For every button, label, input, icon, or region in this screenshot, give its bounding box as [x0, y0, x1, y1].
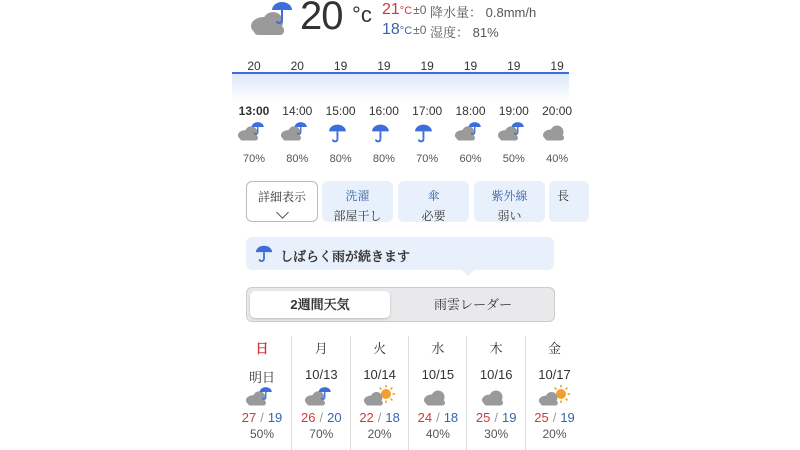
laundry-value: 部屋干し	[333, 209, 382, 223]
precipitation-value: 0.8mm/h	[485, 5, 537, 20]
hour-rain-chance: 70%	[416, 153, 439, 165]
day-of-week: 木	[489, 341, 503, 356]
day-column[interactable]	[233, 336, 291, 450]
day-of-week: 月	[314, 341, 328, 356]
day-of-week: 水	[431, 341, 445, 356]
high-unit: °C	[399, 5, 413, 17]
more-value: 長	[557, 189, 570, 203]
day-date: 10/15	[421, 367, 455, 382]
current-temperature: 20	[300, 0, 343, 38]
day-low: 19	[267, 410, 283, 425]
banner-text: しばらく雨が続きます	[280, 249, 411, 264]
umbrella-value: 必要	[421, 209, 446, 223]
cloud-icon	[535, 121, 579, 145]
day-rain-chance: 50%	[249, 427, 275, 441]
hour-time: 18:00	[455, 104, 486, 118]
uv-title: 紫外線	[491, 189, 528, 203]
low-temperature	[382, 21, 426, 39]
temp-separator: /	[436, 410, 440, 425]
cloud-icon	[467, 386, 525, 408]
day-low: 20	[327, 410, 342, 425]
hour-time: 14:00	[282, 104, 313, 118]
weather-app	[232, 0, 575, 450]
day-date: 明日	[248, 370, 275, 385]
hour-rain-chance: 80%	[286, 153, 309, 165]
day-rain-chance: 20%	[367, 427, 392, 441]
day-low: 19	[560, 410, 575, 425]
temp-separator: /	[552, 410, 557, 425]
day-temperature	[233, 410, 291, 425]
day-date: 10/16	[479, 367, 513, 382]
hour-temperature: 20	[290, 59, 304, 73]
hour-time: 19:00	[498, 104, 529, 118]
cloud-icon	[409, 386, 467, 408]
cloud-umbrella-icon	[275, 121, 319, 145]
day-temperature	[409, 410, 467, 425]
precipitation-label: 降水量：	[430, 5, 483, 20]
temp-separator: /	[377, 410, 382, 425]
day-of-week: 金	[547, 341, 561, 356]
umbrella-icon	[362, 121, 406, 145]
current-temperature-unit: °c	[352, 2, 372, 27]
hour-rain-chance: 80%	[372, 153, 395, 165]
day-date: 10/14	[363, 367, 396, 382]
uv-chip[interactable]	[474, 181, 545, 222]
high-diff: ±0	[413, 3, 427, 17]
humidity-label: 湿度：	[430, 25, 470, 40]
detail-label: 詳細表示	[257, 190, 306, 204]
day-rain-chance: 40%	[425, 427, 450, 441]
day-rain-chance: 70%	[309, 427, 334, 441]
hour-rain-chance: 80%	[329, 153, 352, 165]
day-column[interactable]	[291, 336, 350, 450]
umbrella-icon	[255, 244, 273, 267]
humidity-value: 81%	[472, 25, 499, 40]
forecast-tabs	[246, 287, 555, 322]
day-temperature	[526, 410, 584, 425]
hour-rain-chance: 60%	[459, 153, 482, 165]
cloud-umbrella-icon	[233, 386, 291, 408]
precipitation	[430, 2, 536, 21]
laundry-title: 洗濯	[345, 189, 370, 203]
day-high: 24	[417, 410, 433, 425]
hour-time: 16:00	[368, 104, 399, 118]
cloud-umbrella-icon	[292, 386, 350, 408]
day-date: 10/17	[538, 367, 571, 382]
cloud-sun-icon	[351, 386, 409, 408]
day-column[interactable]	[408, 336, 467, 450]
tab-two-week[interactable]: 2週間天気	[250, 291, 390, 318]
humidity	[430, 22, 499, 41]
cloud-umbrella-icon	[232, 121, 276, 145]
hour-time: 15:00	[325, 104, 356, 118]
high-temperature	[382, 1, 426, 19]
hour-temperature: 19	[463, 59, 478, 73]
umbrella-chip[interactable]	[398, 181, 469, 222]
hour-rain-chance: 50%	[502, 153, 525, 165]
day-rain-chance: 30%	[484, 427, 509, 441]
uv-value: 弱い	[497, 209, 522, 223]
tab-rain-radar[interactable]: 雨雲レーダー	[433, 297, 512, 312]
temp-separator: /	[494, 410, 498, 425]
more-chip[interactable]	[549, 181, 589, 222]
day-low: 19	[502, 410, 517, 425]
hour-rain-chance: 40%	[546, 153, 569, 165]
day-column[interactable]	[525, 336, 584, 450]
cloud-rain-icon	[248, 2, 294, 38]
rain-notice-banner	[246, 237, 554, 270]
low-unit: °C	[399, 25, 413, 37]
day-temperature	[351, 410, 409, 425]
temp-separator: /	[319, 410, 324, 425]
hour-temperature: 20	[247, 59, 261, 73]
banner-pointer	[462, 270, 474, 276]
temperature-graph	[232, 72, 569, 102]
temp-separator: /	[260, 410, 264, 425]
hour-temperature: 19	[420, 59, 434, 73]
day-temperature	[292, 410, 350, 425]
low-diff: ±0	[413, 23, 427, 37]
umbrella-icon	[405, 121, 449, 145]
day-temperature	[467, 410, 525, 425]
day-column[interactable]	[350, 336, 409, 450]
cloud-umbrella-icon	[492, 121, 536, 145]
day-high: 25	[475, 410, 491, 425]
day-high: 25	[534, 410, 549, 425]
hour-rain-chance: 70%	[242, 153, 266, 165]
day-low: 18	[443, 410, 459, 425]
unit-letter: c	[360, 2, 372, 27]
hour-temperature: 19	[550, 59, 564, 73]
hour-time: 13:00	[238, 104, 270, 118]
hour-temperature: 19	[377, 59, 391, 73]
day-high: 27	[241, 410, 257, 425]
day-date: 10/13	[305, 367, 338, 382]
laundry-chip[interactable]	[322, 181, 393, 222]
hour-temperature: 19	[507, 59, 521, 73]
cloud-umbrella-icon	[449, 121, 493, 145]
hour-time: 20:00	[542, 104, 573, 118]
high-value: 21	[382, 1, 400, 18]
day-of-week: 日	[255, 341, 269, 356]
umbrella-icon	[319, 121, 363, 145]
hour-temperature: 19	[333, 59, 348, 73]
detail-button[interactable]	[246, 181, 318, 222]
day-rain-chance: 20%	[542, 427, 567, 441]
day-high: 26	[301, 410, 316, 425]
day-column[interactable]	[466, 336, 525, 450]
day-of-week: 火	[373, 341, 387, 356]
day-high: 22	[359, 410, 374, 425]
hour-time: 17:00	[412, 104, 443, 118]
umbrella-title: 傘	[427, 189, 440, 203]
cloud-sun-icon	[526, 386, 584, 408]
chevron-down-icon	[276, 206, 289, 219]
low-value: 18	[382, 21, 400, 38]
day-low: 18	[385, 410, 400, 425]
